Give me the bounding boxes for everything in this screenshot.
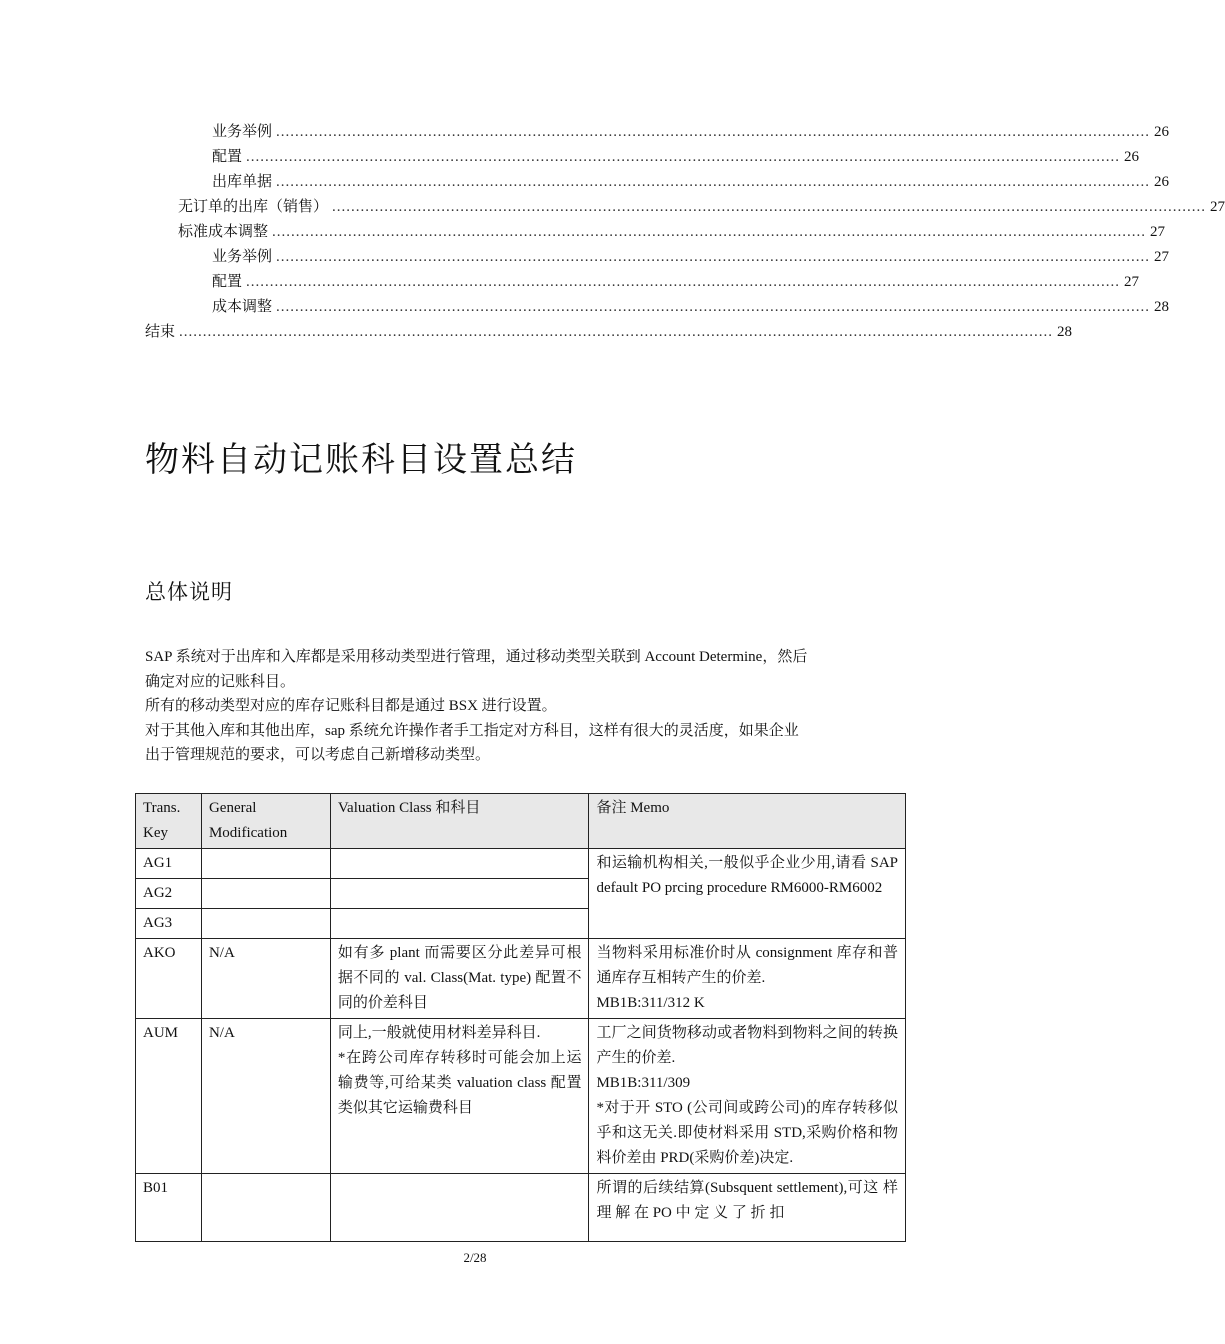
paragraph: 所有的移动类型对应的库存记账科目都是通过 BSX 进行设置。 (145, 698, 557, 714)
memo-cell: 所谓的后续结算(Subsquent settlement),可这 样 理 解 在 PO 中 定 义 了 折 扣 (589, 1174, 906, 1242)
toc-entry[interactable]: 成本调整 ........................................................................................................................................................................................ 28 (212, 299, 1170, 315)
account-determination-table (135, 793, 906, 1242)
table-row (136, 849, 906, 879)
toc-entry[interactable]: 配置 ........................................................................................................................................................................................ 27 (212, 274, 1140, 290)
toc-entry[interactable]: 标准成本调整 ........................................................................................................................................................................................ 27 (178, 224, 1166, 240)
toc-entry[interactable]: 配置 ........................................................................................................................................................................................ 26 (212, 149, 1140, 165)
memo-cell: 当物料采用标准价时从 consignment 库存和普通库存互相转产生的价差. MB1B:311/312 K (589, 939, 906, 1019)
table-row (136, 939, 906, 1019)
paragraph: SAP 系统对于出库和入库都是采用移动类型进行管理，通过移动类型关联到 Account Determine，然后确定对应的记账科目。 (145, 649, 808, 690)
toc-entry[interactable]: 业务举例 ........................................................................................................................................................................................ 26 (212, 124, 1170, 140)
page-title: 物料自动记账科目设置总结 (145, 440, 577, 480)
trans-key-cell: AG3 (136, 909, 202, 939)
table-header-row (136, 794, 906, 849)
valuation-cell: 如有多 plant 而需要区分此差异可根据不同的 val. Class(Mat. type) 配置不同的价差科目 (330, 939, 589, 1019)
toc-entry[interactable]: 业务举例 ........................................................................................................................................................................................ 27 (212, 249, 1170, 265)
header-cell: General Modification (201, 794, 330, 849)
toc-entry[interactable]: 结束 ........................................................................................................................................................................................ 28 (145, 324, 1073, 340)
table-row (136, 1174, 906, 1242)
header-cell: Trans. Key (136, 794, 202, 849)
valuation-cell: 同上,一般就使用材料差异科目. *在跨公司库存转移时可能会加上运输费等,可给某类 valuation class 配置类似其它运输费科目 (330, 1019, 589, 1174)
trans-key-cell: AG1 (136, 849, 202, 879)
trans-key-cell: AKO (136, 939, 202, 1019)
modification-cell: N/A (201, 1019, 330, 1174)
toc-entry[interactable]: 无订单的出库（销售） ........................................................................................................................................................................................ 27 (178, 199, 1225, 215)
toc-entry[interactable]: 出库单据 ........................................................................................................................................................................................ 26 (212, 174, 1170, 190)
trans-key-cell: AG2 (136, 879, 202, 909)
modification-cell: N/A (201, 939, 330, 1019)
trans-key-cell: B01 (136, 1174, 202, 1242)
table-row (136, 1019, 906, 1174)
paragraph: 对于其他入库和其他出库，sap 系统允许操作者手工指定对方科目，这样有很大的灵活度，如果企业出于管理规范的要求，可以考虑自己新增移动类型。 (145, 722, 799, 763)
header-cell: Valuation Class 和科目 (330, 794, 589, 849)
trans-key-cell: AUM (136, 1019, 202, 1174)
page-number: 2/28 (463, 1250, 487, 1265)
body-text (145, 645, 810, 768)
section-heading: 总体说明 (145, 580, 233, 604)
memo-cell: 和运输机构相关,一般似乎企业少用,请看 SAP default PO prcing procedure RM6000-RM6002 (589, 849, 906, 939)
header-cell: 备注 Memo (589, 794, 906, 849)
memo-cell: 工厂之间货物移动或者物料到物料之间的转换产生的价差. MB1B:311/309 *对于开 STO (公司间或跨公司)的库存转移似乎和这无关.即使材料采用 STD,采购价格和物料价差由 PRD(采购价差)决定. (589, 1019, 906, 1174)
